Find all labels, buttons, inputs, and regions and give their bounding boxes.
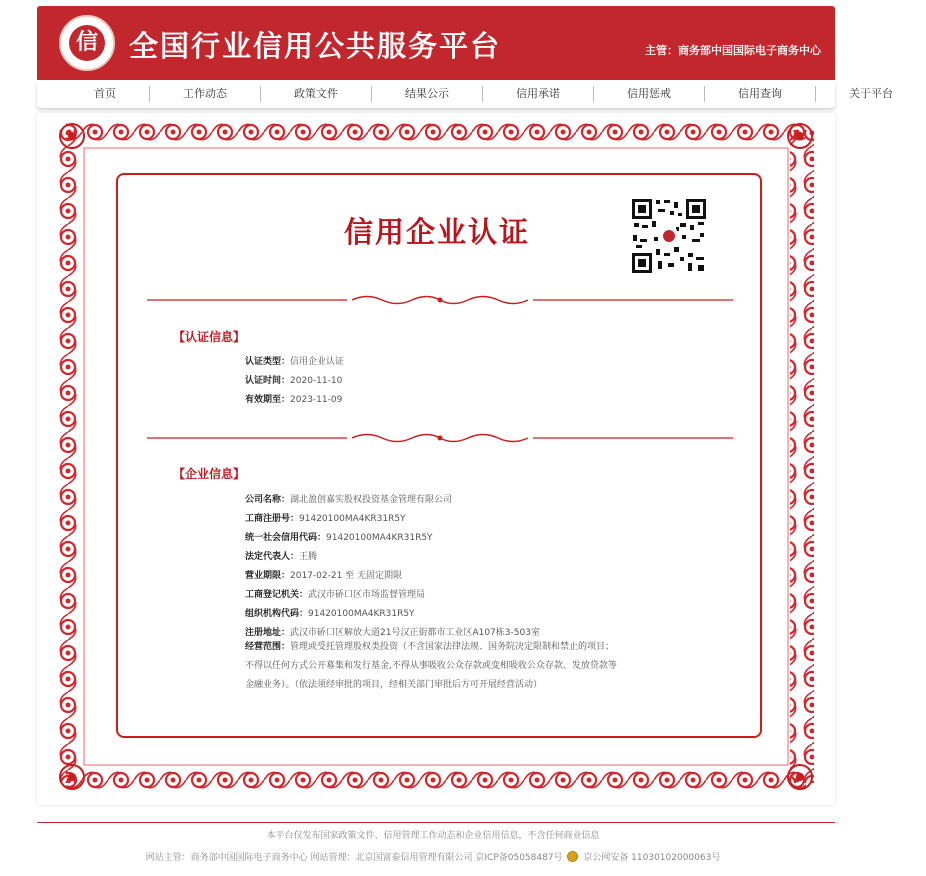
business-scope: 经营范围：管理或受托管理股权类投资（不含国家法律法规、国务院决定限制和禁止的项目； 不得以任何方式公开募集和发行基金,不得从事吸收公众存款或变相吸收公众存款、发放贷款等 金融业务）。（依法须经审批的项目，经相关部门审批后方可开展经营活动） bbox=[245, 642, 617, 690]
cert-date-row: 认证时间：2020-11-10 bbox=[245, 376, 343, 386]
nav-home[interactable]: 首页 bbox=[94, 87, 116, 100]
business-reg-row: 工商注册号：91420100MA4KR31R5Y bbox=[245, 514, 406, 524]
footer-divider bbox=[37, 822, 835, 823]
site-logo[interactable] bbox=[59, 15, 115, 71]
certificate-card bbox=[116, 173, 762, 738]
site-title: 全国行业信用公共服务平台 bbox=[129, 29, 502, 63]
credit-code-row: 统一社会信用代码：91420100MA4KR31R5Y bbox=[245, 533, 433, 543]
nav-credit-punish[interactable]: 信用惩戒 bbox=[593, 86, 704, 102]
certificate-title: 信用企业认证 bbox=[343, 215, 530, 249]
nav-about[interactable]: 关于平台 bbox=[815, 86, 926, 102]
footer-disclaimer: 本平台仅发布国家政策文件、信用管理工作动态和企业信用信息，不含任何商业信息 bbox=[266, 831, 600, 841]
section-heading-company: 【企业信息】 bbox=[173, 467, 246, 481]
legal-rep-row: 法定代表人：王腾 bbox=[245, 552, 318, 562]
footer-icp[interactable]: 网站主管：商务部中国国际电子商务中心 网站管理：北京国富泰信用管理有限公司 京ICP备05058487号 bbox=[145, 853, 563, 863]
site-header bbox=[37, 6, 835, 80]
police-badge-icon bbox=[567, 851, 578, 862]
reg-authority-row: 工商登记机关：武汉市硚口区市场监督管理局 bbox=[245, 590, 426, 600]
footer-public-security[interactable]: 京公网安备 11030102000063号 bbox=[583, 853, 721, 863]
business-term-row: 营业期限：2017-02-21 至 无固定期限 bbox=[245, 571, 403, 581]
reg-address-row: 注册地址：武汉市硚口区解放大道21号汉正街都市工业区A107栋3-503室 bbox=[245, 628, 540, 638]
nav-credit-promise[interactable]: 信用承诺 bbox=[482, 86, 593, 102]
company-name-row: 公司名称：湖北盈创嘉实股权投资基金管理有限公司 bbox=[245, 495, 453, 505]
nav-results[interactable]: 结果公示 bbox=[371, 86, 482, 102]
org-code-row: 组织机构代码：91420100MA4KR31R5Y bbox=[245, 609, 415, 619]
section-heading-cert: 【认证信息】 bbox=[173, 330, 246, 344]
ornamental-divider bbox=[147, 293, 733, 307]
qr-code-icon[interactable] bbox=[630, 197, 708, 275]
nav-policy-docs[interactable]: 政策文件 bbox=[260, 86, 371, 102]
ornamental-divider bbox=[147, 431, 733, 445]
sponsor-text: 主管：商务部中国国际电子商务中心 bbox=[645, 44, 821, 57]
main-nav bbox=[37, 80, 893, 108]
credit-seal-icon: 信 bbox=[69, 25, 105, 61]
footer-info bbox=[0, 850, 866, 863]
nav-work-news[interactable]: 工作动态 bbox=[149, 86, 260, 102]
cert-type-row: 认证类型：信用企业认证 bbox=[245, 357, 345, 367]
nav-credit-query[interactable]: 信用查询 bbox=[704, 86, 815, 102]
cert-expiry-row: 有效期至：2023-11-09 bbox=[245, 395, 343, 405]
